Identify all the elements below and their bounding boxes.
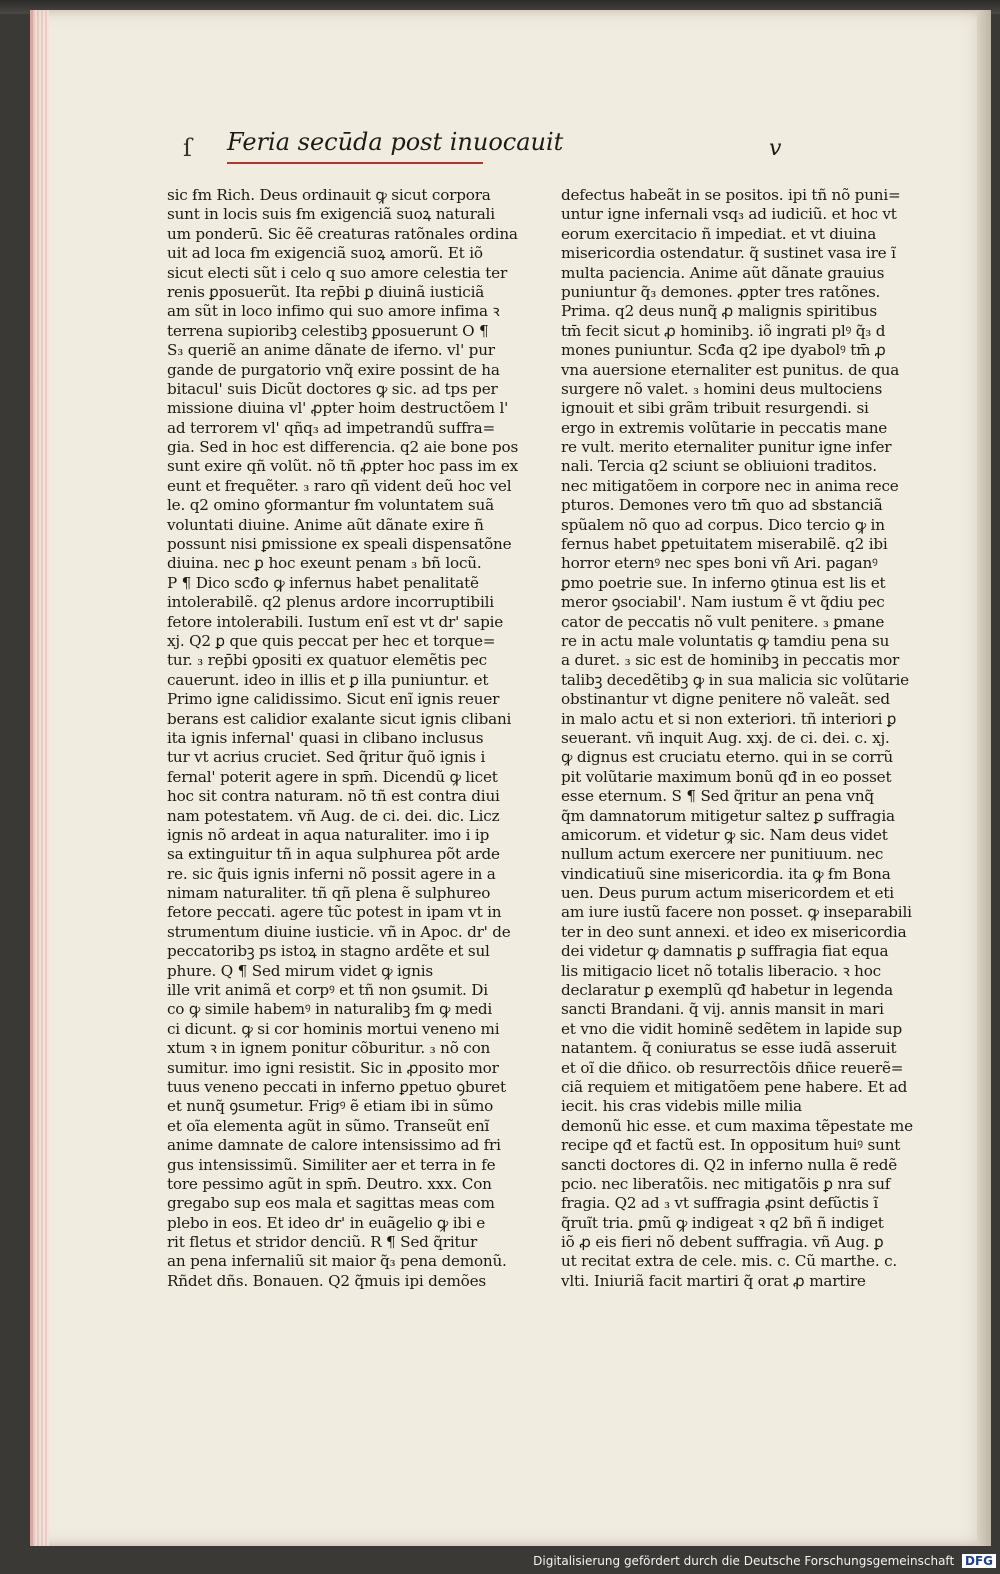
text-line: le. q2 omino ꝯformantur ẜm voluntatem suã — [167, 496, 494, 515]
text-line: S₃ queriẽ an anime dãnate de iferno. vl' pur — [167, 341, 495, 360]
text-line: sic ẜm Rich. Deus ordinauit ꝙ sicut corpora — [167, 186, 491, 204]
text-line: pturos. Demones vero tm̄ quo ad sbstanciã — [561, 496, 883, 515]
text-line: renis ꝑposuerũt. Ita rep̄bi ꝑ diuinã iusticiã — [167, 282, 485, 301]
text-line: tm̄ fecit sicut ꝓ hominibꝫ. iõ ingrati plꝰ q̃₃ d — [561, 321, 886, 340]
text-line: bitacul' suis Dicũt doctores ꝙ sic. ad tps per — [167, 379, 498, 398]
text-line: am iure iustũ facere non posset. ꝙ inseparabili — [561, 903, 912, 922]
text-line: berans est calidior exalante sicut ignis clibani — [167, 709, 512, 728]
text-column-right — [561, 186, 913, 1291]
text-line: tuus veneno peccati in inferno ꝑpetuo ꝯburet — [167, 1077, 506, 1096]
text-line: amicorum. et videtur ꝙ sic. Nam deus videt — [561, 825, 888, 844]
text-line: tur. ₃ rep̄bi ꝯpositi ex quatuor elemẽtis pec — [167, 651, 487, 670]
text-line: P ¶ Dico scđo ꝙ infernus habet penalitatẽ — [167, 573, 479, 592]
text-line: voluntati diuine. Anime aũt dãnate exire ñ — [167, 515, 484, 534]
text-line: fernal' poterit agere in spm̄. Dicendũ ꝙ licet — [167, 767, 498, 786]
text-line: declaratur ꝑ exemplũ qđ habetur in legenda — [561, 981, 893, 1000]
text-line: iõ ꝓ eis fieri nõ debent suffragia. vñ Aug. ꝑ — [561, 1233, 884, 1252]
text-line: gia. Sed in hoc est differencia. q2 aie bone pos — [167, 438, 519, 457]
text-line: pit volũtarie maximum bonũ qđ in eo posset — [561, 767, 892, 786]
text-line: gande de purgatorio vnq̃ exire possint de ha — [167, 360, 500, 379]
text-line: rit fletus et stridor denciũ. R ¶ Sed q̃ritur — [167, 1233, 478, 1252]
text-line: strumentum diuine iusticie. vñ in Apoc. dr' de — [167, 922, 511, 941]
text-line: re in actu male voluntatis ꝙ tamdiu pena su — [561, 631, 890, 650]
text-line: xj. Q2 ꝑ que quis peccat per hec et torque= — [167, 631, 496, 650]
text-line: sancti doctores di. Q2 in inferno nulla ẽ redẽ — [561, 1155, 898, 1174]
text-line: obstinantur vt digne penitere nõ valeãt. sed — [561, 690, 890, 709]
text-line: nullum actum exercere ner punitiuum. nec — [561, 845, 884, 864]
text-line: nec mitigatõem in corpore nec in anima rece — [561, 476, 899, 495]
text-line: intolerabilẽ. q2 plenus ardore incorruptibili — [167, 593, 494, 612]
text-line: peccatoribꝫ ps istoꝝ in stagno ardẽte et sul — [167, 942, 490, 961]
text-line: possunt nisi ꝑmissione ex speali dispensatõne — [167, 535, 512, 554]
text-line: ciã requiem et mitigatõem pene habere. Et ad — [561, 1077, 908, 1096]
page-edge — [977, 10, 991, 1546]
text-line: dei videtur ꝙ damnatis ꝑ suffragia fiat equa — [561, 942, 889, 961]
text-line: ignouit et sibi grãm tribuit resurgendi. si — [561, 399, 869, 418]
text-line: meror ꝯsociabil'. Nam iustum ẽ vt q̃diu pec — [561, 593, 885, 612]
dfg-logo: DFG — [962, 1554, 996, 1568]
text-line: vindicatiuũ sine misericordia. ita ꝙ ẜm Bona — [561, 864, 891, 883]
text-line: demonũ hic esse. et cum maxima tẽpestate me — [561, 1116, 913, 1135]
text-line: sancti Brandani. q̃ vij. annis mansit in mari — [561, 1000, 884, 1019]
text-line: et oĩa elementa agũt in sũmo. Transeũt enĩ — [167, 1116, 490, 1135]
text-line: horror eternꝰ nec spes boni vñ Ari. paganꝰ — [561, 554, 878, 573]
text-line: Rñdet dñs. Bonauen. Q2 q̃muis ipi demões — [167, 1271, 486, 1290]
text-line: eorum exercitacio ñ impediat. et vt diuina — [561, 224, 877, 243]
text-line: surgere nõ valet. ₃ homini deus multociens — [561, 379, 883, 398]
page-gutter — [33, 10, 49, 1546]
text-line: multa paciencia. Anime aũt dãnate grauius — [561, 263, 885, 282]
text-line: spũalem nõ quo ad corpus. Dico tercio ꝙ in — [561, 515, 885, 534]
text-line: mones puniuntur. Scđa q2 ipe dyabolꝰ tm̄ ꝓ — [561, 341, 886, 360]
credit-text: Digitalisierung gefördert durch die Deutsche Forschungsgemeinschaft — [533, 1554, 955, 1568]
text-line: puniuntur q̃₃ demones. ꝓpter tres ratõnes. — [561, 282, 881, 301]
text-line: lis mitigacio licet nõ totalis liberacio. ꝛ hoc — [561, 961, 881, 980]
text-line: Primo igne calidissimo. Sicut enĩ ignis reuer — [167, 690, 500, 709]
text-line: in malo actu et si non exteriori. tñ interiori ꝑ — [561, 709, 897, 728]
text-line: Prima. q2 deus nunq̃ ꝓ malignis spiritibus — [561, 302, 877, 321]
text-line: et nunq̃ ꝯsumetur. Frigꝰ ẽ etiam ibi in sũmo — [167, 1097, 494, 1116]
text-line: cator de peccatis nõ vult penitere. ₃ ꝑmane — [561, 612, 885, 631]
text-line: ergo in extremis volũtarie in peccatis mane — [561, 418, 888, 437]
text-line: tur vt acrius cruciet. Sed q̃ritur q̃uõ ignis i — [167, 748, 486, 767]
text-line: iecit. his cras videbis mille milia — [561, 1097, 802, 1116]
text-line: sunt in locis suis ẜm exigenciã suoꝝ naturali — [167, 205, 495, 224]
text-line: vlti. Iniuriã facit martiri q̃ orat ꝓ martire — [561, 1271, 866, 1290]
text-line: misericordia ostendatur. q̃ sustinet vasa ire ĩ — [561, 244, 896, 263]
text-line: hoc sit contra naturam. nõ tñ est contra diui — [167, 787, 500, 806]
text-line: terrena supioribꝫ celestibꝫ ꝑposuerunt O ¶ — [167, 321, 489, 340]
text-line: ignis nõ ardeat in aqua naturaliter. imo i ip — [167, 825, 490, 844]
text-line: pcio. nec liberatõis. nec mitigatõis ꝑ nra suf — [561, 1174, 891, 1193]
text-line: a duret. ₃ sic est de hominibꝫ in peccatis mor — [561, 651, 900, 670]
text-line: untur igne infernali vsq₃ ad iudiciũ. et hoc vt — [561, 205, 897, 224]
text-line: ita ignis infernal' quasi in clibano inclusus — [167, 728, 484, 747]
text-line: talibꝫ decedẽtibꝫ ꝙ in sua malicia sic volũtarie — [561, 670, 909, 689]
header-rubric-rule — [227, 162, 483, 164]
text-line: ꝑmo poetrie sue. In inferno ꝯtinua est lis et — [561, 573, 886, 592]
text-line: uit ad loca ẜm exigenciã suoꝝ amorũ. Et iõ — [167, 244, 483, 263]
text-line: ad terrorem vl' qñq₃ ad impetrandũ suffra= — [167, 418, 495, 437]
text-line: nam potestatem. vñ Aug. de ci. dei. dic. Licz — [167, 806, 500, 825]
text-line: et oĩ die dñico. ob resurrectõis dñice reuerẽ= — [561, 1058, 904, 1077]
text-line: nimam naturaliter. tñ qñ plena ẽ sulphureo — [167, 884, 491, 903]
text-line: vna auersione eternaliter est punitus. de qua — [561, 360, 900, 379]
digitization-credit — [533, 1554, 996, 1568]
text-line: q̃m damnatorum mitigetur saltez ꝑ suffragia — [561, 806, 895, 825]
text-line: uen. Deus purum actum misericordem et eti — [561, 884, 894, 903]
text-line: gregabo sup eos mala et sagittas meas com — [167, 1194, 495, 1213]
text-line: fernus habet ꝑpetuitatem miserabilẽ. q2 ibi — [561, 535, 888, 554]
text-line: sa extinguitur tñ in aqua sulphurea põt arde — [167, 845, 500, 864]
text-line: am sũt in loco infimo qui suo amore infima ꝛ — [167, 302, 500, 321]
text-line: ci dicunt. ꝙ si cor hominis mortui veneno mi — [167, 1019, 500, 1038]
text-line: seuerant. vñ inquit Aug. xxj. de ci. dei. c. xj. — [561, 728, 890, 747]
running-header — [183, 128, 943, 172]
text-line: xtum ꝛ in ignem ponitur cõburitur. ₃ nõ con — [167, 1039, 491, 1058]
text-line: nali. Tercia q2 sciunt se obliuioni traditos. — [561, 457, 877, 476]
text-line: esse eternum. S ¶ Sed q̃ritur an pena vnq̃ — [561, 787, 874, 806]
text-line: um ponderū. Sic ẽẽ creaturas ratõnales ordina — [167, 224, 518, 243]
text-line: sicut electi sũt i celo q suo amore celestia ter — [167, 263, 508, 282]
text-line: tore pessimo agũt in spm̄. Deutro. xxx. Con — [167, 1174, 492, 1193]
text-line: q̃ruĩt tria. ꝑmũ ꝙ indigeat ꝛ q2 bñ ñ indiget — [561, 1213, 884, 1232]
text-line: natantem. q̃ coniuratus se esse iudã asseruit — [561, 1039, 897, 1058]
text-line: fetore intolerabili. Iustum enĩ est vt dr' sapie — [167, 612, 504, 631]
text-line: re. sic q̃uis ignis inferni nõ possit agere in a — [167, 864, 496, 883]
text-line: ꝙ dignus est cruciatu eterno. qui in se corrũ — [561, 748, 893, 767]
text-line: fetore peccati. agere tũc potest in ipam vt in — [167, 903, 502, 922]
text-line: co ꝙ simile habemꝰ in naturalibꝫ ẜm ꝙ medi — [167, 1000, 493, 1019]
text-line: sumitur. imo igni resistit. Sic in ꝓposito mor — [167, 1058, 499, 1077]
text-line: et vno die vidit hominẽ sedẽtem in lapide sup — [561, 1019, 902, 1038]
text-line: diuina. nec ꝑ hoc exeunt penam ₃ bñ locũ. — [167, 554, 482, 573]
text-line: phure. Q ¶ Sed mirum videt ꝙ ignis — [167, 961, 433, 980]
text-line: ter in deo sunt annexi. et ideo ex misericordia — [561, 922, 907, 941]
text-line: recipe qđ et factũ est. In oppositum huiꝰ sunt — [561, 1136, 901, 1155]
text-line: sunt exire qñ volũt. nõ tñ ꝓpter hoc pass im ex — [167, 457, 519, 476]
text-line: eunt et frequẽter. ₃ raro qñ vident deũ hoc vel — [167, 476, 512, 495]
text-line: fragia. Q2 ad ₃ vt suffragia ꝓsint defũctis ĩ — [561, 1194, 878, 1213]
text-line: gus intensissimũ. Similiter aer et terra in fe — [167, 1155, 496, 1174]
text-line: anime damnate de calore intensissimo ad fri — [167, 1136, 501, 1155]
running-title: Feria secūda post inuocauit — [227, 128, 564, 156]
text-line: missione diuina vl' ꝓpter hoim destructõem l' — [167, 399, 509, 418]
text-line: plebo in eos. Et ideo dr' in euãgelio ꝙ ibi e — [167, 1213, 486, 1232]
book-page — [30, 10, 991, 1546]
text-line: cauerunt. ideo in illis et ꝑ illa puniuntur. et — [167, 670, 489, 689]
text-line: defectus habeãt in se positos. ipi tñ nõ puni= — [561, 186, 901, 204]
text-line: an pena infernaliũ sit maior q̃₃ pena demonũ. — [167, 1252, 507, 1271]
header-mark: ſ — [183, 134, 192, 162]
text-column-left — [167, 186, 519, 1291]
text-line: ut recitat extra de cele. mis. c. Cũ marthe. c. — [561, 1252, 898, 1271]
text-line: ille vrit animã et corpꝰ et tñ non ꝯsumit. Di — [167, 981, 488, 1000]
folio-number: v — [769, 136, 782, 161]
text-line: re vult. merito eternaliter punitur igne infer — [561, 438, 892, 457]
